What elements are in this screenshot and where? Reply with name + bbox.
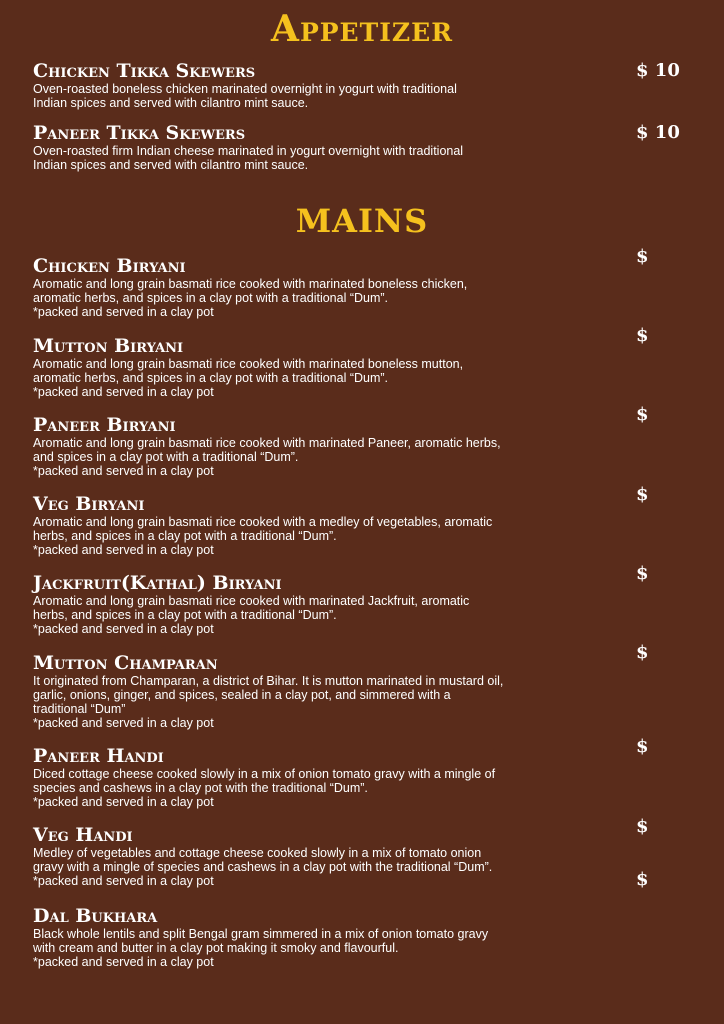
menu-item <box>33 414 593 478</box>
item-name: Veg Biryani <box>33 493 145 515</box>
menu-item <box>33 122 593 172</box>
item-price: $ <box>636 325 649 346</box>
menu-item <box>33 60 593 110</box>
item-name: Chicken Biryani <box>33 255 186 277</box>
item-name: Chicken Tikka Skewers <box>33 60 256 82</box>
item-name: Paneer Biryani <box>33 414 176 436</box>
menu-item <box>33 255 593 319</box>
item-price: $ <box>636 642 649 663</box>
item-description: Aromatic and long grain basmati rice cooked with marinated Paneer, aromatic herbs, and spices in a clay pot with a traditional “Dum”. *packed and served in a clay pot <box>33 436 501 478</box>
item-description: Oven-roasted boneless chicken marinated overnight in yogurt with traditional Indian spices and served with cilantro mint sauce. <box>33 82 457 110</box>
menu-item <box>33 652 593 730</box>
menu-item <box>33 572 593 636</box>
item-price: $ 10 <box>636 60 680 81</box>
item-name: Mutton Biryani <box>33 335 184 357</box>
mains-heading: MAINS <box>295 202 429 240</box>
item-description: Aromatic and long grain basmati rice cooked with marinated boneless chicken, aromatic herbs, and spices in a clay pot with a traditional “Dum”. *packed and served in a clay pot <box>33 277 468 319</box>
item-name: Veg Handi <box>33 824 133 846</box>
item-description: Medley of vegetables and cottage cheese cooked slowly in a mix of tomato onion gravy with a mingle of species and cashews in a clay pot with the traditional “Dum”. *packed and served in a clay pot <box>33 846 493 888</box>
item-description: Diced cottage cheese cooked slowly in a mix of onion tomato gravy with a mingle of species and cashews in a clay pot with the traditional “Dum”. *packed and served in a clay pot <box>33 767 496 809</box>
menu-item <box>33 905 593 969</box>
item-name: Mutton Champaran <box>33 652 218 674</box>
item-description: Oven-roasted firm Indian cheese marinated in yogurt overnight with traditional Indian spices and served with cilantro mint sauce. <box>33 144 464 172</box>
item-price: $ <box>636 563 649 584</box>
item-price: $ <box>636 736 649 757</box>
item-price: $ <box>636 484 649 505</box>
menu-item <box>33 824 593 888</box>
menu-item <box>33 335 593 399</box>
item-price: $ <box>636 869 649 890</box>
item-name: Dal Bukhara <box>33 905 158 927</box>
item-price: $ <box>636 404 649 425</box>
item-description: Aromatic and long grain basmati rice cooked with marinated Jackfruit, aromatic herbs, and spices in a clay pot with a traditional “Dum”. *packed and served in a clay pot <box>33 594 470 636</box>
item-description: It originated from Champaran, a district of Bihar. It is mutton marinated in mustard oil, garlic, onions, ginger, and spices, sealed in a clay pot, and simmered with a traditional “Dum” *packed and served in a clay pot <box>33 674 504 730</box>
menu-item <box>33 493 593 557</box>
item-price: $ 10 <box>636 122 680 143</box>
item-name: Paneer Tikka Skewers <box>33 122 246 144</box>
menu-item <box>33 745 593 809</box>
item-description: Aromatic and long grain basmati rice cooked with a medley of vegetables, aromatic herbs, and spices in a clay pot with a traditional “Dum”. *packed and served in a clay pot <box>33 515 493 557</box>
item-description: Black whole lentils and split Bengal gram simmered in a mix of onion tomato gravy with cream and butter in a clay pot making it smoky and flavourful. *packed and served in a clay pot <box>33 927 489 969</box>
item-description: Aromatic and long grain basmati rice cooked with marinated boneless mutton, aromatic herbs, and spices in a clay pot with a traditional “Dum”. *packed and served in a clay pot <box>33 357 464 399</box>
item-price: $ <box>636 246 649 267</box>
item-price: $ <box>636 816 649 837</box>
appetizer-heading: Appetizer <box>271 8 453 50</box>
item-name: Jackfruit(Kathal) Biryani <box>33 572 282 594</box>
item-name: Paneer Handi <box>33 745 164 767</box>
